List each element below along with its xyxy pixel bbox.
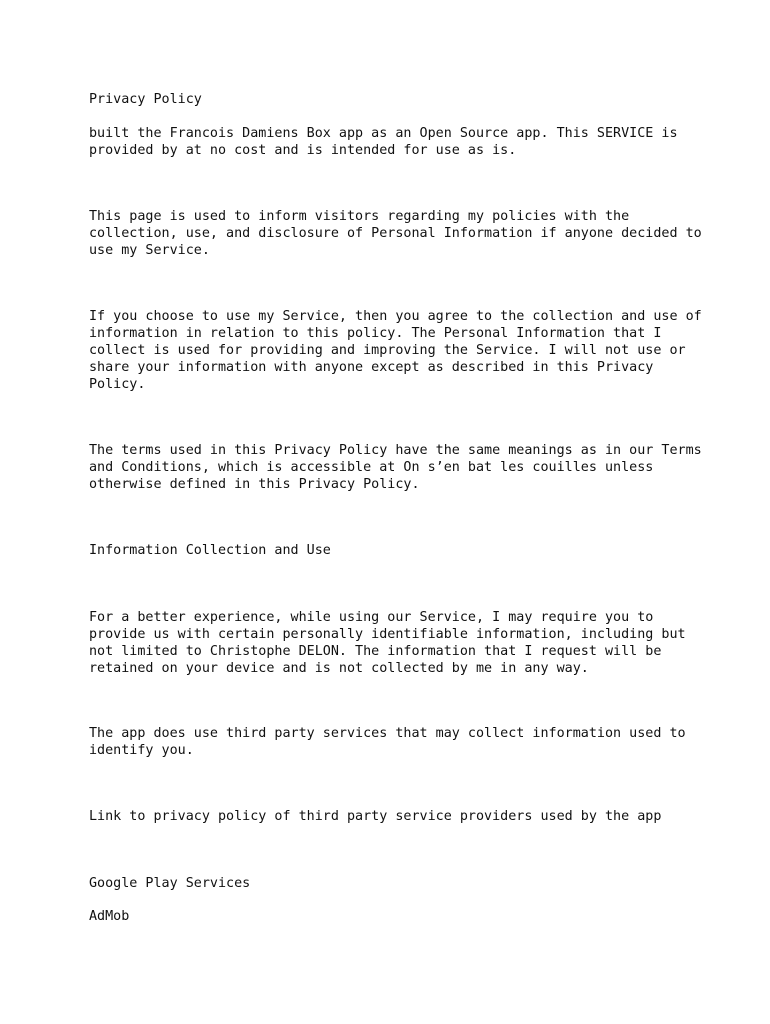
- section-heading-information-collection: Information Collection and Use: [89, 543, 331, 558]
- provider-item-google-play-services[interactable]: Google Play Services: [89, 876, 251, 891]
- document-title: Privacy Policy: [89, 92, 202, 107]
- collection-paragraph: For a better experience, while using our Service, I may require you to provide us with certain personally identifiable information, including but not limited to Christophe DELON. The information that I request will be retained on your device and is not collected by me in any way.: [89, 610, 686, 676]
- link-intro-paragraph: Link to privacy policy of third party service providers used by the app: [89, 809, 662, 824]
- terms-paragraph: The terms used in this Privacy Policy have the same meanings as in our Terms and Conditions, which is accessible at On s’en bat les couilles unless otherwise defined in this Privacy Policy.: [89, 443, 702, 492]
- intro-paragraph: built the Francois Damiens Box app as an Open Source app. This SERVICE is provided by at no cost and is intended for use as is.: [89, 126, 678, 158]
- agreement-paragraph: If you choose to use my Service, then you agree to the collection and use of information in relation to this policy. The Personal Information that I collect is used for providing and improving the Service. I will not use or share your information with anyone except as described in this Privacy Policy.: [89, 309, 702, 392]
- privacy-policy-document: [89, 91, 729, 924]
- third-party-paragraph: The app does use third party services that may collect information used to identify you.: [89, 726, 686, 758]
- purpose-paragraph: This page is used to inform visitors regarding my policies with the collection, use, and disclosure of Personal Information if anyone decided to use my Service.: [89, 209, 702, 258]
- provider-item-admob[interactable]: AdMob: [89, 909, 130, 924]
